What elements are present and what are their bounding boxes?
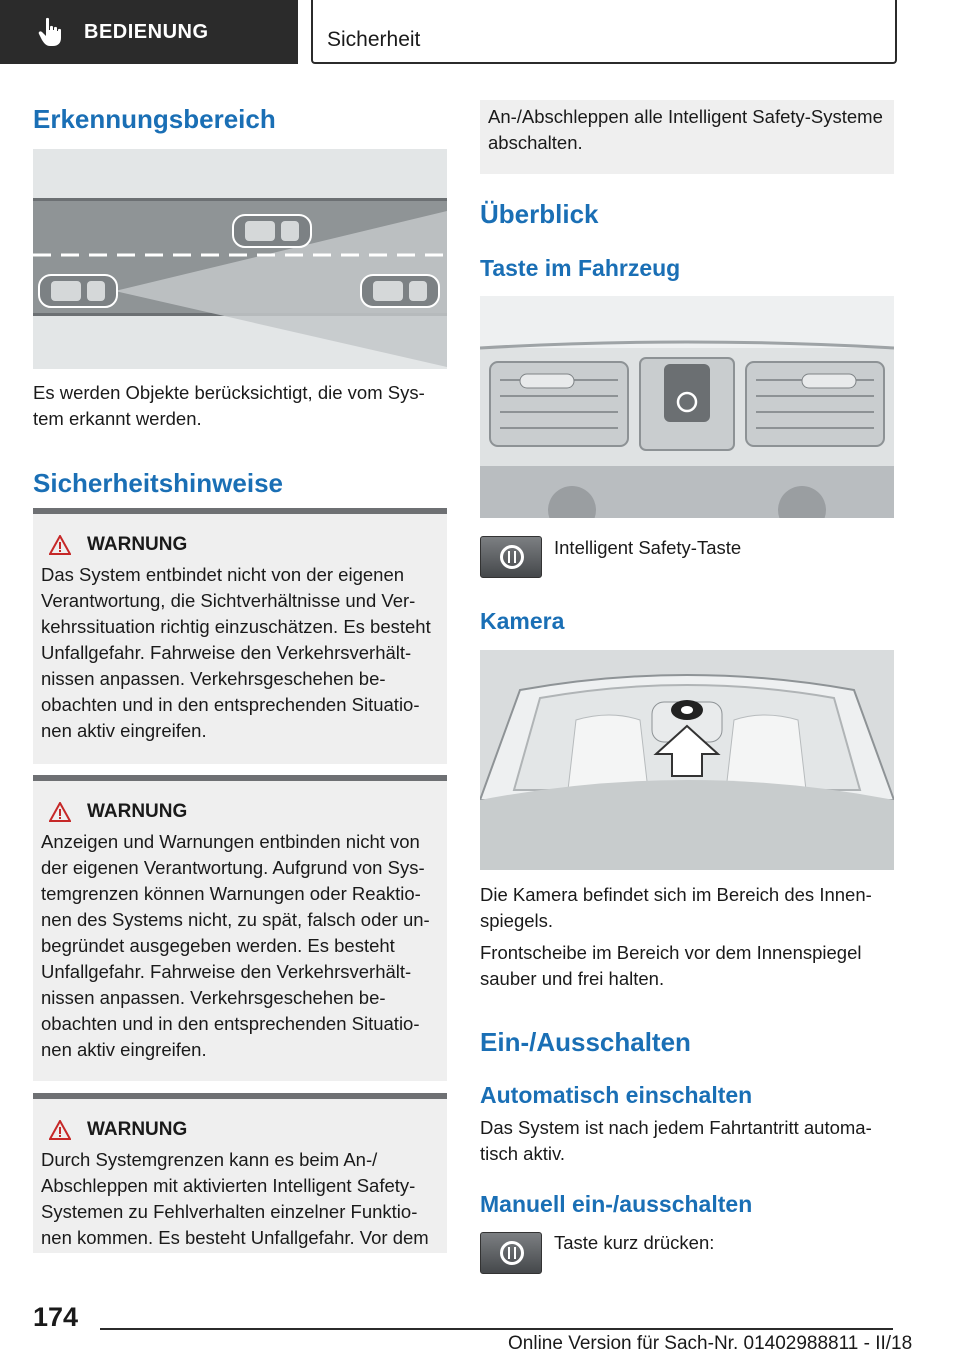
heading-detection-area: Erkennungsbereich xyxy=(33,104,276,134)
intelligent-safety-button-icon xyxy=(480,536,542,578)
warning-title: WARNUNG xyxy=(87,801,188,822)
camera-text-2: Frontscheibe im Bereich vor dem Innenspiegel sauber und frei halten. xyxy=(480,942,862,989)
section-label: BEDIENUNG xyxy=(84,20,209,43)
warning-box-3 xyxy=(33,1093,447,1253)
section-tab xyxy=(0,0,298,64)
warning-text: Das System entbindet nicht von der eigenen Verantwortung, die Sichtverhältnisse und Verkehrssituation richtig einzuschätzen. Es besteht Unfallgefahr. Fahrweise den Verkehrsverhältnissen anpassen. Verkehrsgeschehen beobachten und in den entsprechenden Situationen aktiv eingreifen. xyxy=(41,564,431,741)
car-top-icon xyxy=(233,215,311,247)
warning-text: Anzeigen und Warnungen entbinden nicht von der eigenen Verantwortung. Aufgrund von Systemgrenzen können Warnungen oder Reaktionen des Systems nicht, zu spät, falsch oder unbegründet ausgegeben werden. Es besteht Unfallgefahr. Fahrweise den Verkehrsverhältnissen anpassen. Verkehrsgeschehen beobachten und in den entsprechenden Situationen aktiv eingreifen. xyxy=(41,831,430,1060)
heading-camera: Kamera xyxy=(480,608,565,634)
online-version-note: Online Version für Sach-Nr. 01402988811 - II/18 xyxy=(508,1333,913,1354)
detection-area-figure xyxy=(33,149,447,369)
heading-overview: Überblick xyxy=(480,199,599,229)
car-left-icon xyxy=(39,275,117,307)
camera-text-1: Die Kamera befindet sich im Bereich des Innenspiegels. xyxy=(480,884,872,931)
heading-on-off: Ein-/Ausschalten xyxy=(480,1027,691,1057)
warning-title: WARNUNG xyxy=(87,1119,188,1140)
detection-text: Es werden Objekte berücksichtigt, die vom System erkannt werden. xyxy=(33,382,425,429)
continued-warning-text: An-/Abschleppen alle Intelligent Safety-Systeme abschalten. xyxy=(480,100,894,174)
warning-triangle-icon xyxy=(49,802,71,822)
warning-triangle-icon xyxy=(49,1120,71,1140)
heading-auto-on: Automatisch einschalten xyxy=(480,1082,753,1108)
chapter-label: Sicherheit xyxy=(327,28,421,51)
warning-box-2 xyxy=(33,775,447,1081)
intelligent-safety-button-icon xyxy=(480,1232,542,1274)
hand-pointer-icon xyxy=(38,17,64,47)
auto-on-text: Das System ist nach jedem Fahrtantritt automatisch aktiv. xyxy=(480,1117,872,1164)
button-caption: Intelligent Safety-Taste xyxy=(554,537,742,558)
vehicle-button-figure xyxy=(480,296,894,518)
heading-button-in-vehicle: Taste im Fahrzeug xyxy=(480,255,681,281)
warning-text: Durch Systemgrenzen kann es beim An-/ Abschleppen mit aktivierten Intelligent Safety-Systemen zu Fehlverhalten einzelner Funktionen kommen. Es besteht Unfallgefahr. Vor dem xyxy=(41,1149,429,1248)
warning-triangle-icon xyxy=(49,535,71,555)
heading-manual-on-off: Manuell ein-/ausschalten xyxy=(480,1191,753,1217)
chapter-header xyxy=(311,0,897,64)
car-right-icon xyxy=(361,275,439,307)
footer-divider xyxy=(100,1328,893,1330)
heading-safety-notes: Sicherheitshinweise xyxy=(33,468,283,498)
manual-on-off-text: Taste kurz drücken: xyxy=(554,1232,715,1253)
camera-location-figure xyxy=(480,650,894,870)
warning-box-1 xyxy=(33,508,447,764)
page-number: 174 xyxy=(33,1302,79,1332)
warning-title: WARNUNG xyxy=(87,534,188,555)
